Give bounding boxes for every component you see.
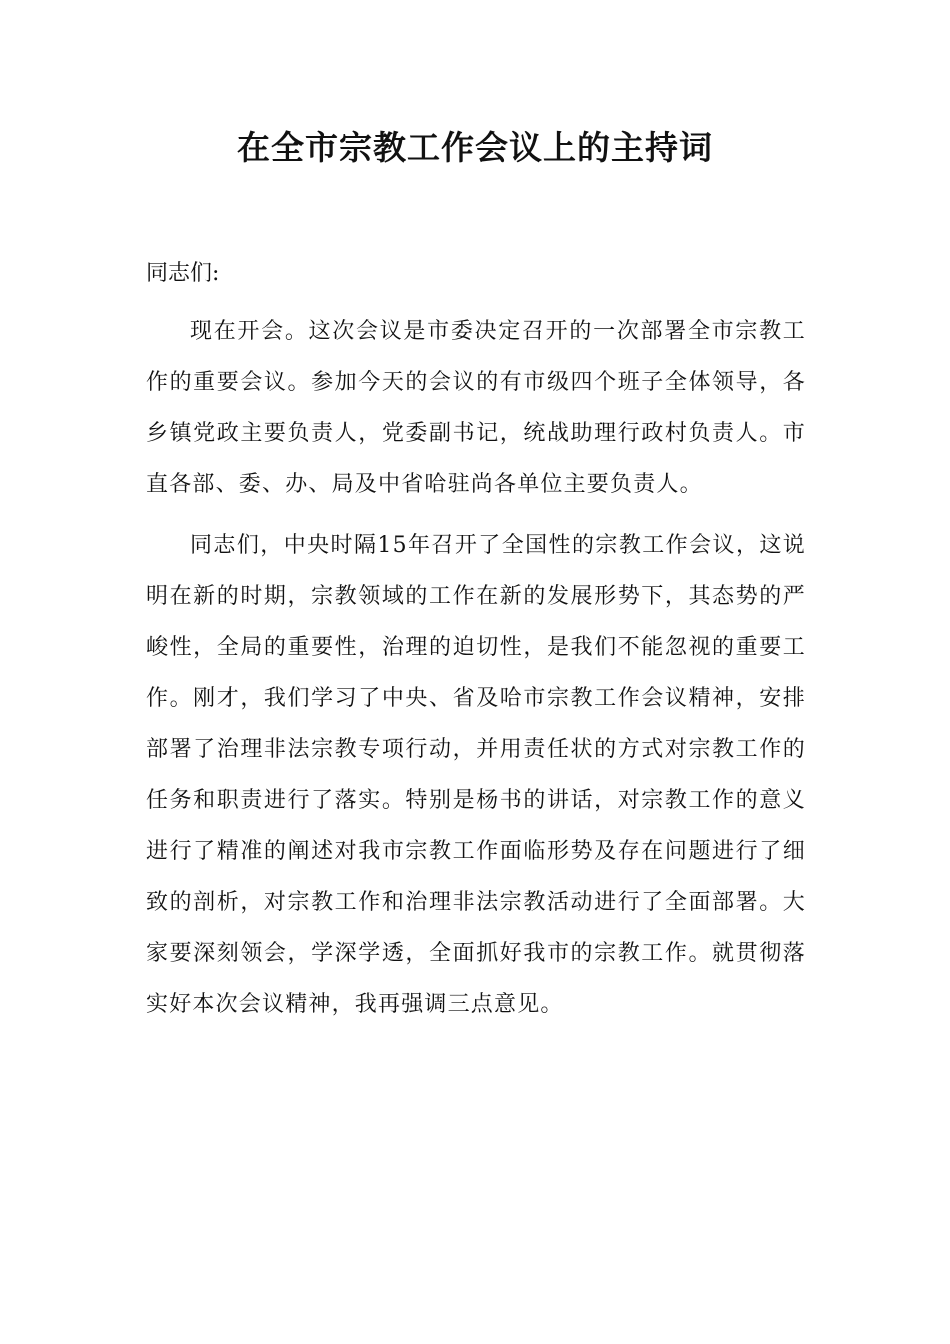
salutation: 同志们: (146, 261, 220, 286)
paragraph-main: 同志们，中央时隔15年召开了全国性的宗教工作会议，这说明在新的时期，宗教领域的工作在新的发展形势下，其态势的严峻性，全局的重要性，治理的迫切性，是我们不能忽视的重要工作。刚才，我们学习了中央、省及哈市宗教工作会议精神，安排部署了治理非法宗教专项行动，并用责任状的方式对宗教工作的任务和职责进行了落实。特别是杨书的讲话，对宗教工作的意义进行了精准的阐述对我市宗教工作面临形势及存在问题进行了细致的剖析，对宗教工作和治理非法宗教活动进行了全面部署。大家要深刻领会，学深学透，全面抓好我市的宗教工作。就贯彻落实好本次会议精神，我再强调三点意见。 (146, 533, 806, 1017)
document-body (146, 248, 806, 1040)
document-title: 在全市宗教工作会议上的主持词 (237, 128, 713, 167)
paragraph-opening: 现在开会。这次会议是市委决定召开的一次部署全市宗教工作的重要会议。参加今天的会议的有市级四个班子全体领导，各乡镇党政主要负责人，党委副书记，统战助理行政村负责人。市直各部、委、办、局及中省哈驻尚各单位主要负责人。 (146, 319, 806, 497)
